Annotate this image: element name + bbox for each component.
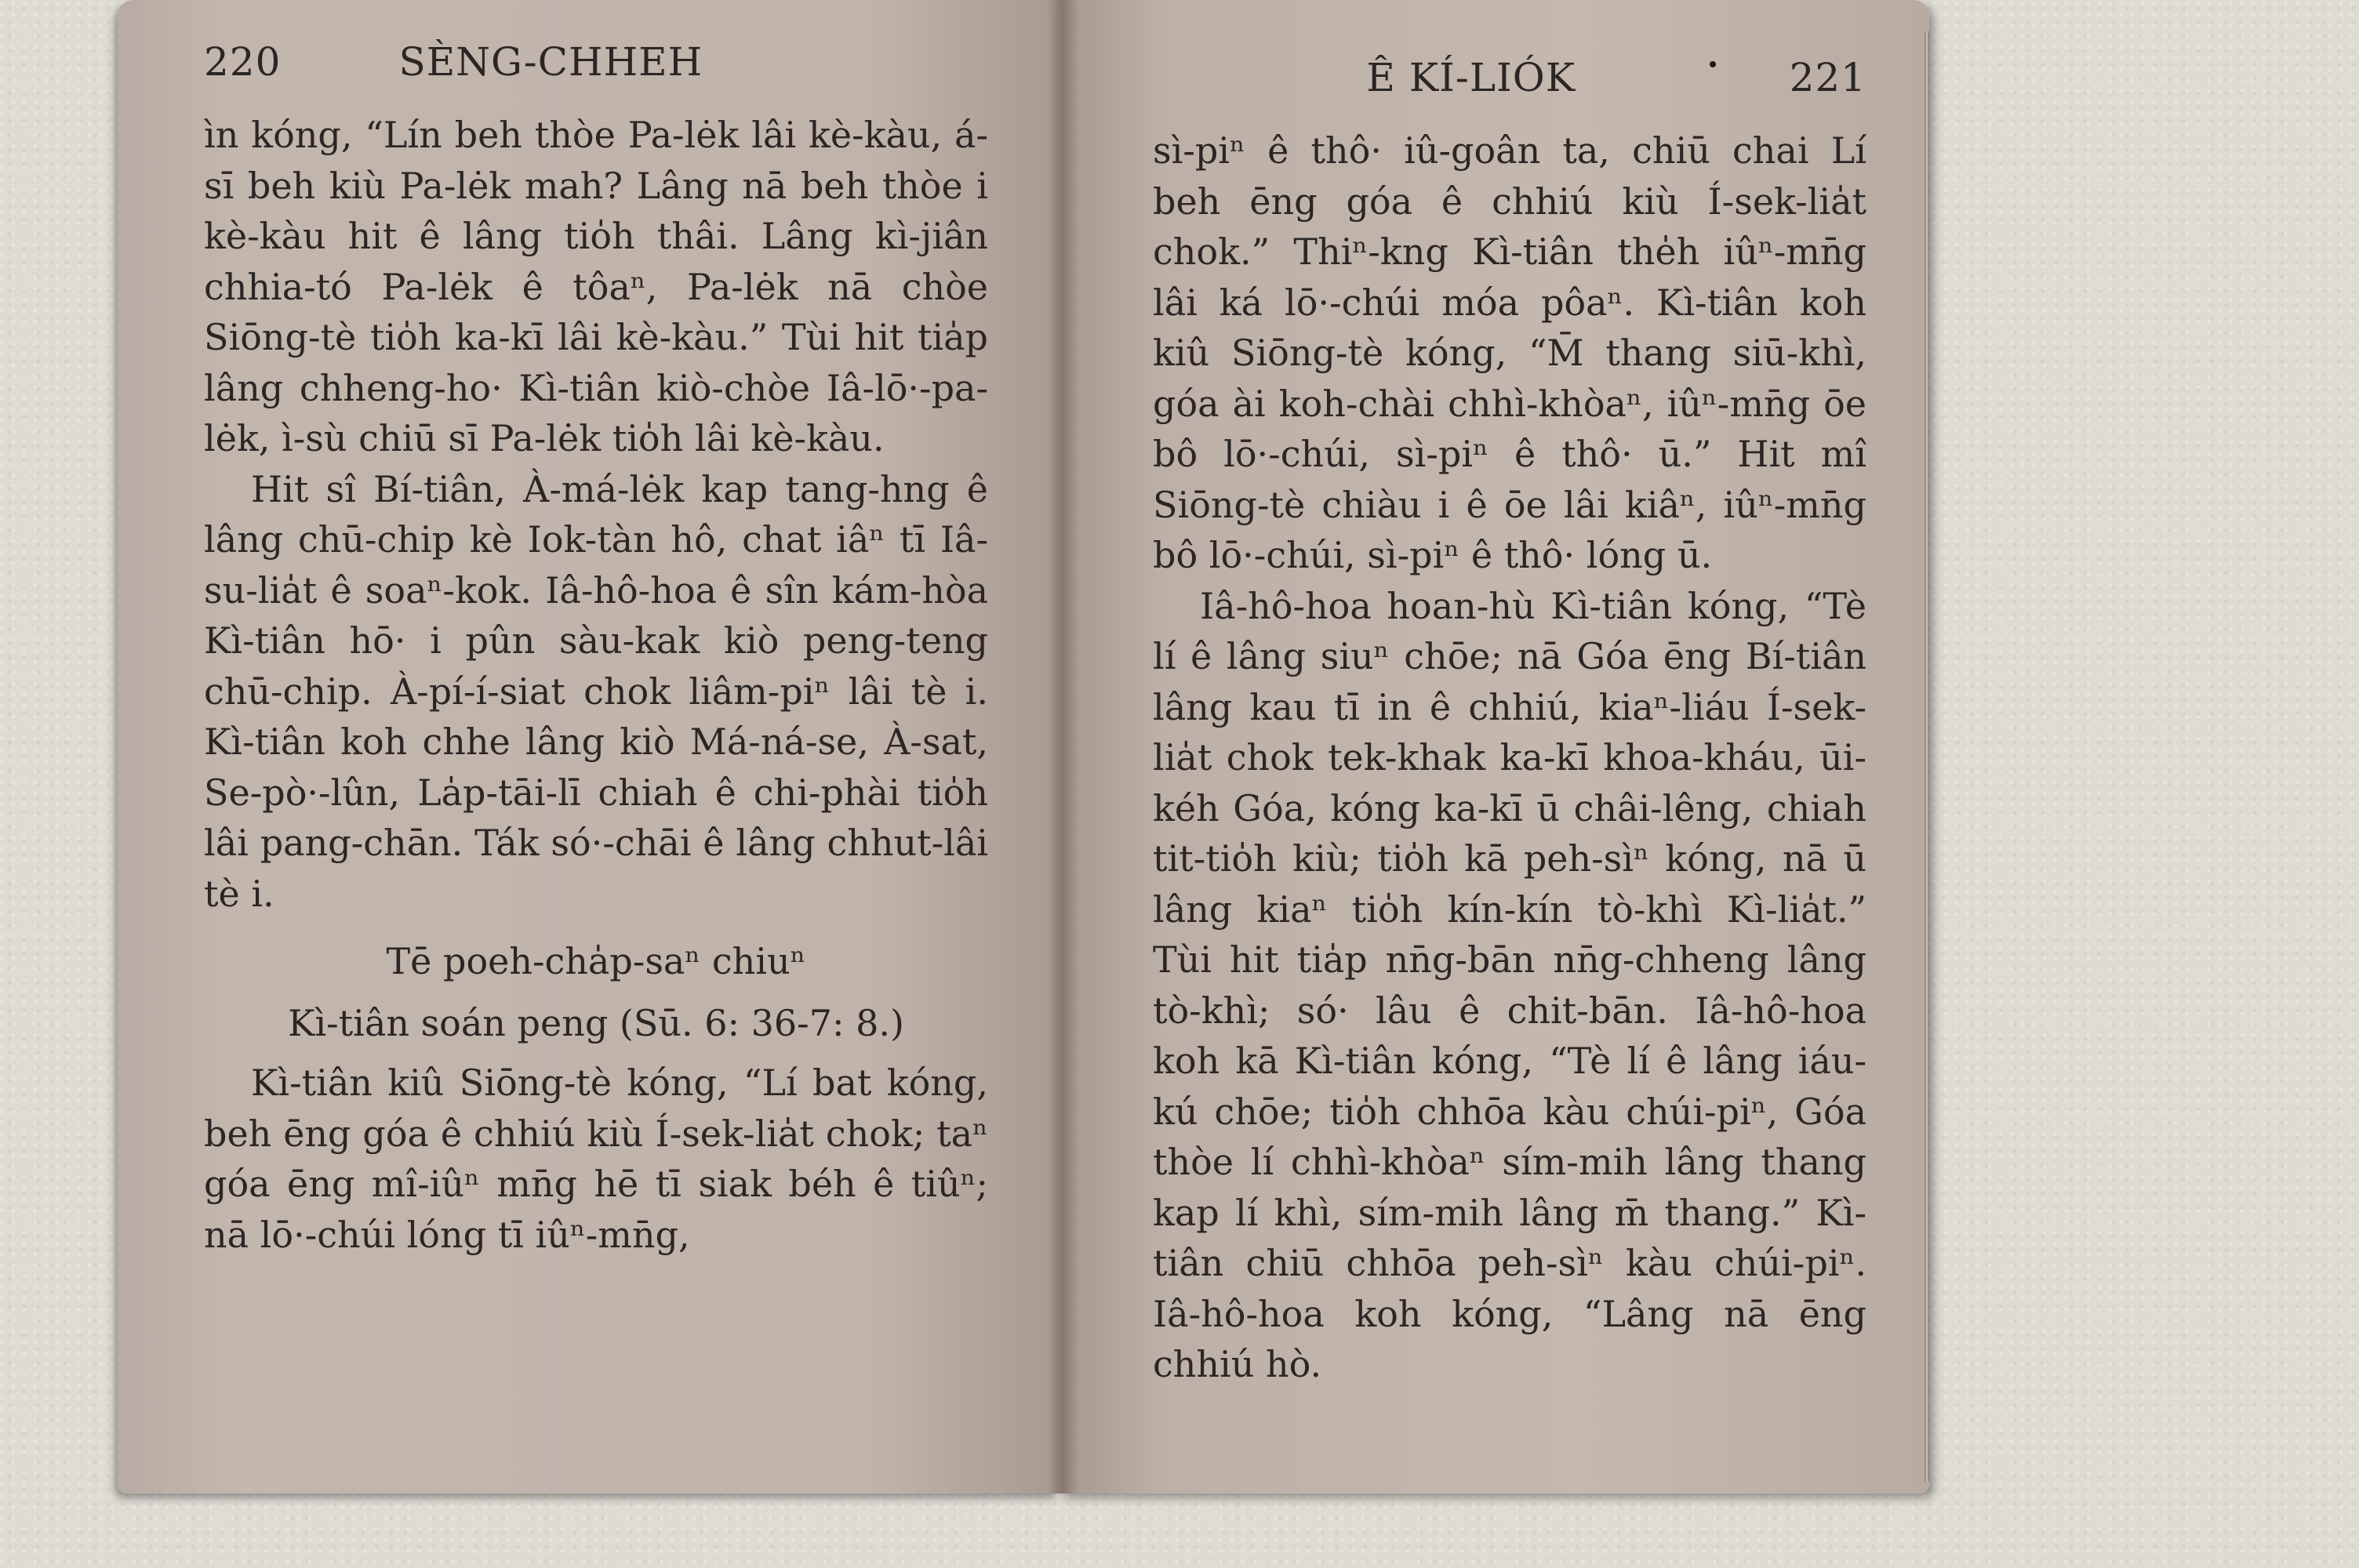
left-page (118, 0, 1059, 1494)
paragraph: Iâ-hô-hoa hoan-hù Kì-tiân kóng, “Tè lí ê lâng siuⁿ chōe; nā Góa ēng Bí-tiân lâng kau tī in ê chhiú, kiaⁿ-liáu Í-sek-lia̍t chok tek-khak ka-kī khoa-kháu, ūi-kéh Góa, kóng ka-kī ū châi-lêng, chiah tit-tio̍h kiù; tio̍h kā peh-sìⁿ kóng, nā ū lâng kiaⁿ tio̍h kín-kín tò-khì Kì-lia̍t.” Tùi hit tia̍p nn̄g-bān nn̄g-chheng lâng tò-khì; só· lâu ê chit-bān. Iâ-hô-hoa koh kā Kì-tiân kóng, “Tè lí ê lâng iáu-kú chōe; tio̍h chhōa kàu chúi-piⁿ, Góa thòe lí chhì-khòaⁿ sím-mih lâng thang kap lí khì, sím-mih lâng m̄ thang.” Kì-tiân chiū chhōa peh-sìⁿ kàu chúi-piⁿ. Iâ-hô-hoa koh kóng, “Lâng nā ēng chhiú hò. (1153, 584, 1866, 1385)
right-running-title: Ê KÍ-LIÓK (1366, 55, 1576, 100)
right-page (1059, 0, 1929, 1494)
paragraph: sì-piⁿ ê thô· iû-goân ta, chiū chai Lí beh ēng góa ê chhiú kiù Í-sek-lia̍t chok.” Thiⁿ-kng Kì-tiân the̍h iûⁿ-mn̄g lâi ká lō·-chúi móa pôaⁿ. Kì-tiân koh kiû Siōng-tè kóng, “M̄ thang siū-khì, góa ài koh-chài chhì-khòaⁿ, iûⁿ-mn̄g ōe bô lō·-chúi, sì-piⁿ ê thô· ū.” Hit mî Siōng-tè chiàu i ê ōe lâi kiâⁿ, iûⁿ-mn̄g bô lō·-chúi, sì-piⁿ ê thô· lóng ū. (1153, 129, 1866, 576)
right-page-text (1153, 125, 1866, 1390)
ink-speck (1710, 61, 1716, 67)
left-page-text (204, 110, 988, 1260)
open-book (118, 0, 1937, 1501)
paragraph: Kì-tiân kiû Siōng-tè kóng, “Lí bat kóng, beh ēng góa ê chhiú kiù Í-sek-lia̍t chok; taⁿ góa ēng mî-iûⁿ mn̄g hē tī siak béh ê tiûⁿ; nā lō·-chúi lóng tī iûⁿ-mn̄g, (204, 1062, 988, 1256)
section-heading: Tē poeh-cha̍p-saⁿ chiuⁿ (386, 940, 806, 982)
paragraph: ìn kóng, “Lín beh thòe Pa-lėk lâi kè-kàu, á-sī beh kiù Pa-lėk mah? Lâng nā beh thòe i kè-kàu hit ê lâng tio̍h thâi. Lâng kì-jiân chhia-tó Pa-lėk ê tôaⁿ, Pa-lėk nā chòe Siōng-tè tio̍h ka-kī lâi kè-kàu.” Tùi hit tia̍p lâng chheng-ho· Kì-tiân kiò-chòe Iâ-lō·-pa-lėk, ì-sù chiū sī Pa-lėk tio̍h lâi kè-kàu. (204, 114, 988, 459)
paragraph: Hit sî Bí-tiân, À-má-lėk kap tang-hng ê lâng chū-chip kè Iok-tàn hô, chat iâⁿ tī Iâ-su-lia̍t ê soaⁿ-kok. Iâ-hô-hoa ê sîn kám-hòa Kì-tiân hō· i pûn sàu-kak kiò peng-teng chū-chip. À-pí-í-siat chok liâm-piⁿ lâi tè i. Kì-tiân koh chhe lâng kiò Má-ná-se, À-sat, Se-pò·-lûn, La̍p-tāi-lī chiah ê chi-phài tio̍h lâi pang-chān. Ták só·-chāi ê lâng chhut-lâi tè i. (204, 467, 988, 915)
page-edge (1925, 31, 1929, 1482)
left-running-title: SÈNG-CHHEH (398, 39, 703, 85)
left-page-header (204, 39, 988, 94)
right-page-number: 221 (1789, 55, 1866, 100)
left-page-number: 220 (204, 39, 282, 85)
section-reference: Kì-tiân soán peng (Sū. 6: 36-7: 8.) (288, 1001, 904, 1044)
right-page-header (1153, 55, 1866, 110)
